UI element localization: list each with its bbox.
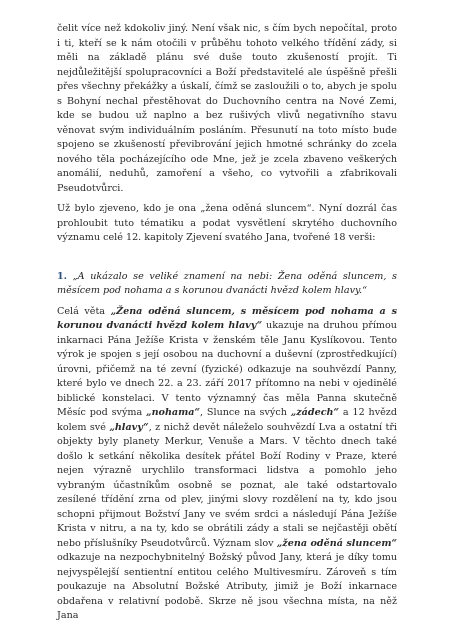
verse-heading	[57, 270, 397, 299]
text-run: ukazuje na druhou přímou inkarnaci Pána Ježíše Krista v ženském těle Janu Kyslíkovou. Tento výrok je spojen s její osobou na duchovní a duševní (zprostředkující) úrovni, přičemž na té zevní (fyzické) odkazuje na souhvězdí Panny, které bylo ve dnech 22. a 23. září 2017 přítomno na nebi v ojedinělé biblické konstelaci. V tento významný čas měla Panna skutečně Měsíc pod svýma	[57, 320, 397, 418]
text-run-emphasis: „žena oděná sluncem“	[276, 537, 397, 549]
verse-quote: „A ukázalo se veliké znamení na nebi: Žena oděná sluncem, s měsícem pod nohama a s korunou dvanácti hvězd kolem hlavy.“	[57, 270, 397, 296]
text-run: a 12 hvězd kolem své	[57, 407, 397, 433]
text-run: Celá věta	[57, 305, 111, 317]
paragraph-revelation: Už bylo zjeveno, kdo je ona „žena oděná sluncem“. Nyní dozrál čas prohloubit tuto tématiku a podat vysvětlení skrytého duchovního významu celé 12. kapitoly Zjevení svatého Jana, tvořené 18 verši:	[57, 203, 397, 243]
text-run-emphasis: „Žena oděná sluncem, s měsícem pod nohama a s korunou dvanácti hvězd kolem hlavy“	[57, 305, 397, 331]
paragraph-explanation	[57, 305, 397, 624]
document-page	[57, 22, 397, 624]
text-run-emphasis: „nohama“	[146, 407, 201, 418]
verse-number: 1.	[57, 270, 68, 282]
text-run: , Slunce na svých	[200, 407, 291, 418]
paragraph-intro: čelit více než kdokoliv jiný. Není však nic, s čím bych nepočítal, proto i ti, kteří se k nám otočili v průběhu tohoto velkého třídění zády, si měli na základě plánu své duše touto zkušeností projít. Ti nejdůležitější spolupracovníci a Boží představitelé ale úspěšně přešli přes všechny překážky a úskalí, čímž se zasloužili o to, abych je spolu s Bohyní nechal přestěhovat do Duchovního centra na Nové Zemi, kde se budou už naplno a bez rušivých vlivů negativního stavu věnovat svým individuálním posláním. Přesunutí na toto místo bude spojeno se zkušeností převibrování jejich hmotné schránky do zcela nového těla pocházejícího ode Mne, jež je zcela zbaveno veškerých anomálií, neduhů, zamoření a všeho, co vytvořili a zfabrikovali Pseudotvůrci.	[57, 23, 397, 194]
text-run-emphasis: „zádech“	[290, 407, 340, 418]
text-run-emphasis: „hlavy“	[109, 421, 149, 433]
text-run: , z nichž devět náleželo souhvězdí Lva a ostatní tři objekty byly planety Merkur, Venuše a Mars. V těchto dnech také došlo k setkání několika desítek přátel Boží Rodiny v Praze, které nejen výrazně urychlilo transformaci lidstva a pomohlo jeho vybraným účastníkům osobně se poznat, ale také odstartovalo zesílené třídění zrna od plev, jinými slovy rozdělení na ty, kdo jsou schopni přijmout Božství Jany ve svém srdci a následují Pána Ježíše Krista v nitru, a na ty, kdo se obrátili zády a stali se nejčastěji obětí nebo příslušníky Pseudotvůrců. Význam slov	[57, 421, 397, 549]
text-run: odkazuje na nezpochybnitelný Božský původ Jany, která je díky tomu nejvyspělejší sentientní entitou celého Multivesmíru. Zároveň s tím poukazuje na Absolutní Božské Atributy, jimiž je Boží inkarnace obdařena v relativní podobě. Skrze ně jsou všechna místa, na něž Jana	[57, 552, 397, 621]
